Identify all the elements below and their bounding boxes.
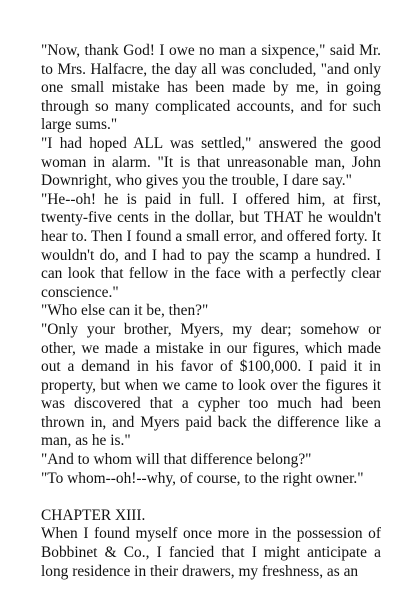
paragraph: "Only your brother, Myers, my dear; somehow or other, we made a mistake in our figures, which made out a demand in his favor of $100,000. I paid it in property, but when we came to look over the figures it was discovered that a cypher too much had been thrown in, and Myers paid back the difference like a man, as he is." bbox=[41, 320, 381, 450]
paragraph: "To whom--oh!--why, of course, to the right owner." bbox=[41, 469, 364, 487]
chapter-heading: CHAPTER XIII. bbox=[41, 506, 146, 524]
document-page bbox=[41, 42, 381, 581]
paragraph: "He--oh! he is paid in full. I offered him, at first, twenty-five cents in the dollar, but THAT he wouldn't hear to. Then I found a small error, and offered forty. It wouldn't do, and I had to pay the scamp a hundred. I can look that fellow in the face with a perfectly clear conscience." bbox=[41, 190, 381, 301]
paragraph: "Who else can it be, then?" bbox=[41, 302, 209, 320]
paragraph: "And to whom will that difference belong?" bbox=[41, 451, 312, 469]
paragraph: "I had hoped ALL was settled," answered the good woman in alarm. "It is that unreasonable man, John Downright, who gives you the trouble, I dare say." bbox=[41, 134, 381, 190]
chapter-paragraph: When I found myself once more in the possession of Bobbinet & Co., I fancied that I might anticipate a long residence in their drawers, my freshness, as an bbox=[41, 525, 381, 580]
paragraph: "Now, thank God! I owe no man a sixpence," said Mr. to Mrs. Halfacre, the day all was concluded, "and only one small mistake has been made by me, in going through so many complicated accounts, and for such large sums." bbox=[41, 42, 381, 134]
